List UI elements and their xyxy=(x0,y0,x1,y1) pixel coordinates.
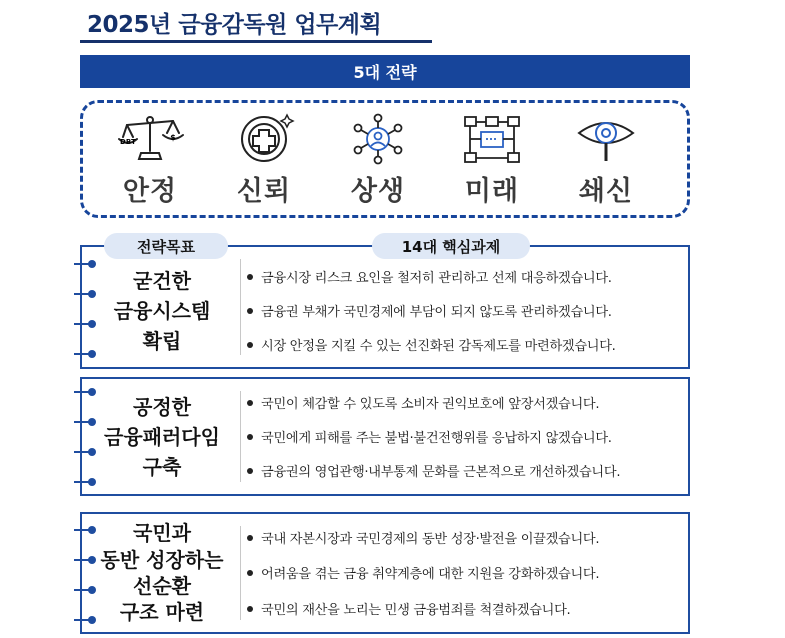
goal-line: 구조 마련 xyxy=(119,600,205,625)
task-list xyxy=(247,514,684,632)
binder-ring xyxy=(74,320,96,328)
task-text: 금융권의 영업관행·내부통제 문화를 근본적으로 개선하겠습니다. xyxy=(261,465,621,481)
goal-panel-1 xyxy=(80,245,690,369)
goal-divider xyxy=(240,391,241,482)
goal-line: 확립 xyxy=(142,329,182,353)
task-text: 국민에게 피해를 주는 불법·불건전행위를 응납하지 않겠습니다. xyxy=(261,430,612,446)
task-item xyxy=(247,461,684,480)
goal-title xyxy=(82,514,242,632)
pillar-trust xyxy=(209,111,319,208)
shield-cross-icon xyxy=(229,111,299,167)
bullet-icon xyxy=(247,400,253,406)
goal-line: 공정한 xyxy=(133,394,191,419)
pillar-innovation xyxy=(551,111,661,208)
binder-ring xyxy=(74,556,96,564)
scale-sign-right: $ xyxy=(170,133,176,142)
goal-header-pill: 전략목표 xyxy=(104,233,228,259)
strategy-pillars-box xyxy=(80,100,690,218)
task-text: 금융권 부채가 국민경제에 부담이 되지 않도록 관리하겠습니다. xyxy=(261,304,612,320)
goal-line: 굳건한 xyxy=(133,269,191,293)
task-text: 금융시장 리스크 요인을 철저히 관리하고 선제 대응하겠습니다. xyxy=(261,270,612,286)
goal-line: 금융시스템 xyxy=(113,299,211,323)
bullet-icon xyxy=(247,274,253,280)
goal-panel-2 xyxy=(80,377,690,496)
task-list xyxy=(247,247,684,367)
tasks-header-pill: 14대 핵심과제 xyxy=(372,233,530,259)
task-item xyxy=(247,528,684,547)
task-item xyxy=(247,301,684,320)
binder-ring xyxy=(74,290,96,298)
scale-icon xyxy=(115,111,185,167)
task-text: 국민이 체감할 수 있도록 소비자 권익보호에 앞장서겠습니다. xyxy=(261,396,600,412)
binder-ring xyxy=(74,448,96,456)
task-text: 시장 안정을 지킬 수 있는 선진화된 감독제도를 마련하겠습니다. xyxy=(261,338,616,354)
task-item xyxy=(247,599,684,618)
bullet-icon xyxy=(247,468,253,474)
task-item xyxy=(247,427,684,446)
goal-line: 동반 성장하는 xyxy=(100,547,224,572)
task-text: 국내 자본시장과 국민경제의 동반 성장·발전을 이끌겠습니다. xyxy=(261,532,600,548)
bullet-icon xyxy=(247,606,253,612)
pillar-label: 쇄신 xyxy=(578,176,634,207)
bullet-icon xyxy=(247,570,253,576)
goal-line: 금융패러다임 xyxy=(104,424,220,449)
task-item xyxy=(247,335,684,354)
digital-network-icon xyxy=(457,111,527,167)
binder-ring xyxy=(74,260,96,268)
pillar-label: 안정 xyxy=(122,176,178,207)
binder-ring xyxy=(74,478,96,486)
bullet-icon xyxy=(247,535,253,541)
binder-ring xyxy=(74,616,96,624)
goal-line: 구축 xyxy=(142,454,182,479)
pillar-stability xyxy=(95,111,205,208)
task-item xyxy=(247,563,684,582)
strategy-banner: 5대 전략 xyxy=(80,55,690,88)
pillar-label: 미래 xyxy=(464,176,520,207)
binder-ring xyxy=(74,418,96,426)
page-title: 2025년 금융감독원 업무계획 xyxy=(87,12,382,38)
goal-title xyxy=(82,247,242,367)
task-item xyxy=(247,267,684,286)
goal-title xyxy=(82,379,242,494)
task-text: 어려움을 겪는 금융 취약계층에 대한 지원을 강화하겠습니다. xyxy=(261,567,600,583)
eye-magnifier-icon xyxy=(571,111,641,167)
bullet-icon xyxy=(247,434,253,440)
pillar-future xyxy=(437,111,547,208)
people-network-icon xyxy=(343,111,413,167)
task-item xyxy=(247,393,684,412)
goal-line: 국민과 xyxy=(133,521,191,546)
goal-panel-3 xyxy=(80,512,690,634)
pillar-label: 상생 xyxy=(350,176,406,207)
task-list xyxy=(247,379,684,494)
goal-divider xyxy=(240,526,241,620)
goal-line: 선순환 xyxy=(133,574,191,598)
pillar-coexistence xyxy=(323,111,433,208)
pillar-label: 신뢰 xyxy=(236,176,292,207)
bullet-icon xyxy=(247,342,253,348)
binder-ring xyxy=(74,586,96,594)
goal-divider xyxy=(240,259,241,355)
title-underline xyxy=(80,40,432,43)
binder-ring xyxy=(74,388,96,396)
scale-sign-left: DBT xyxy=(120,138,136,146)
binder-ring xyxy=(74,350,96,358)
binder-ring xyxy=(74,526,96,534)
task-text: 국민의 재산을 노리는 민생 금융범죄를 척결하겠습니다. xyxy=(261,602,571,618)
bullet-icon xyxy=(247,308,253,314)
